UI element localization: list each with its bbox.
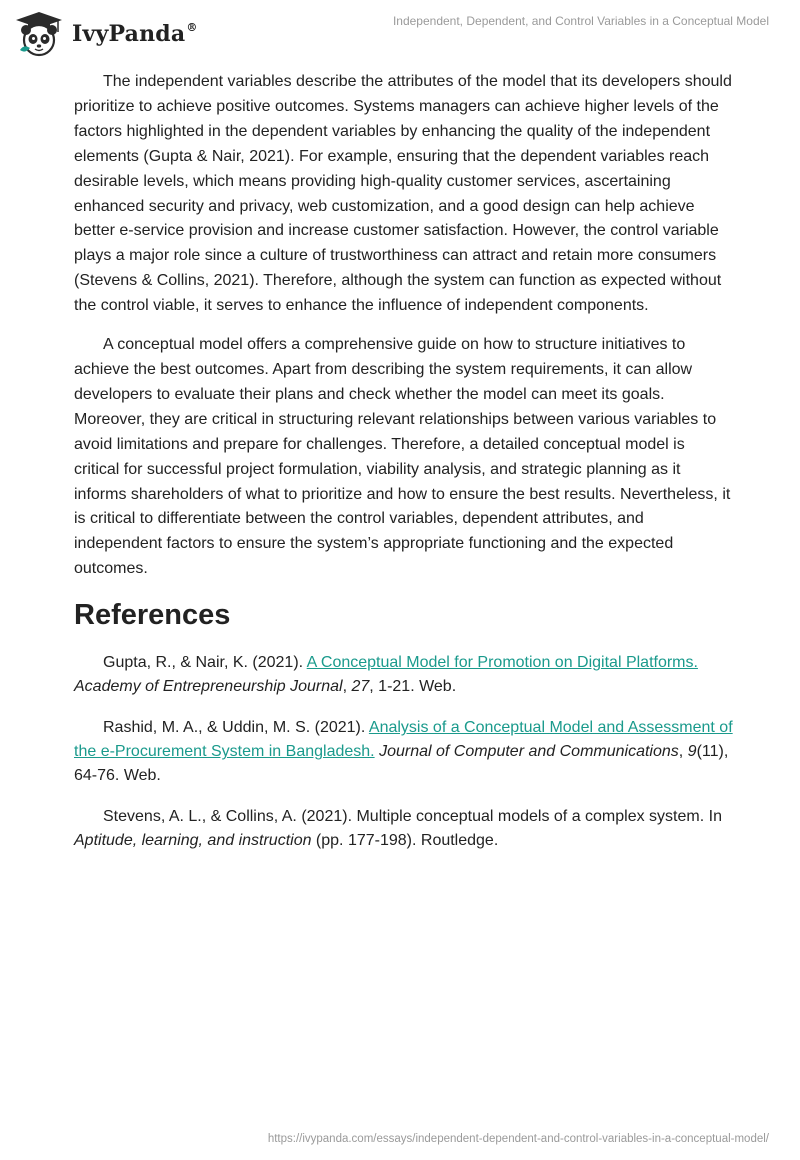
reference-link-rashid[interactable]: Analysis of a Conceptual Model and Assessment of the e-Procurement System in Bangladesh.: [74, 719, 733, 761]
source-url: https://ivypanda.com/essays/independent-dependent-and-control-variables-in-a-conceptual-model/: [267, 1133, 769, 1145]
body-paragraph-1: The independent variables describe the attributes of the model that its developers should prioritize to achieve positive outcomes. Systems managers can achieve higher levels of the factors highlighted in the dependent variables by enhancing the quality of the independent elements (Gupta & Nair, 2021). For example, ensuring that the dependent variables reach desirable levels, which means providing high-quality customer services, ascertaining enhanced security and privacy, web customization, and a good design can help achieve better e-service provision and increase customer satisfaction. However, the control variable plays a major role since a culture of trustworthiness can attract and retain more consumers (Stevens & Collins, 2021). Therefore, although the system can function as expected without the control viable, it serves to enhance the influence of independent components.: [74, 73, 732, 315]
body-paragraph-2: A conceptual model offers a comprehensive guide on how to structure initiatives to achieve the best outcomes. Apart from describing the system requirements, it can allow developers to evaluate their plans and check whether the model can meet its goals. Moreover, they are critical in structuring relevant relationships between various variables to avoid limitations and prepare for challenges. Therefore, a detailed conceptual model is critical for successful project formulation, viability analysis, and strategic planning as it informs shareholders of what to prioritize and how to ensure the best results. Nevertheless, it is critical to differentiate between the control variables, dependent attributes, and independent factors to ensure the system’s appropriate functioning and the expected outcomes.: [74, 336, 731, 578]
page-header: [0, 0, 800, 70]
panda-graduate-icon: [14, 10, 64, 58]
essay-content: [74, 70, 734, 870]
reference-item: Gupta, R., & Nair, K. (2021). A Conceptual Model for Promotion on Digital Platforms. Academy of Entrepreneurship Journal, 27, 1-21. Web.: [74, 654, 698, 696]
reference-link-gupta[interactable]: A Conceptual Model for Promotion on Digital Platforms.: [306, 654, 698, 672]
document-title: Independent, Dependent, and Control Variables in a Conceptual Model: [392, 14, 769, 28]
references-heading: References: [74, 599, 231, 632]
brand-name: IvyPanda®: [72, 21, 198, 47]
reference-item: Stevens, A. L., & Collins, A. (2021). Multiple conceptual models of a complex system. In Aptitude, learning, and instruction (pp. 177-198). Routledge.: [74, 808, 722, 850]
ivypanda-logo[interactable]: [14, 10, 198, 58]
reference-item: Rashid, M. A., & Uddin, M. S. (2021). Analysis of a Conceptual Model and Assessment of the e-Procurement System in Bangladesh. Journal of Computer and Communications, 9(11), 64-76. Web.: [74, 719, 733, 785]
